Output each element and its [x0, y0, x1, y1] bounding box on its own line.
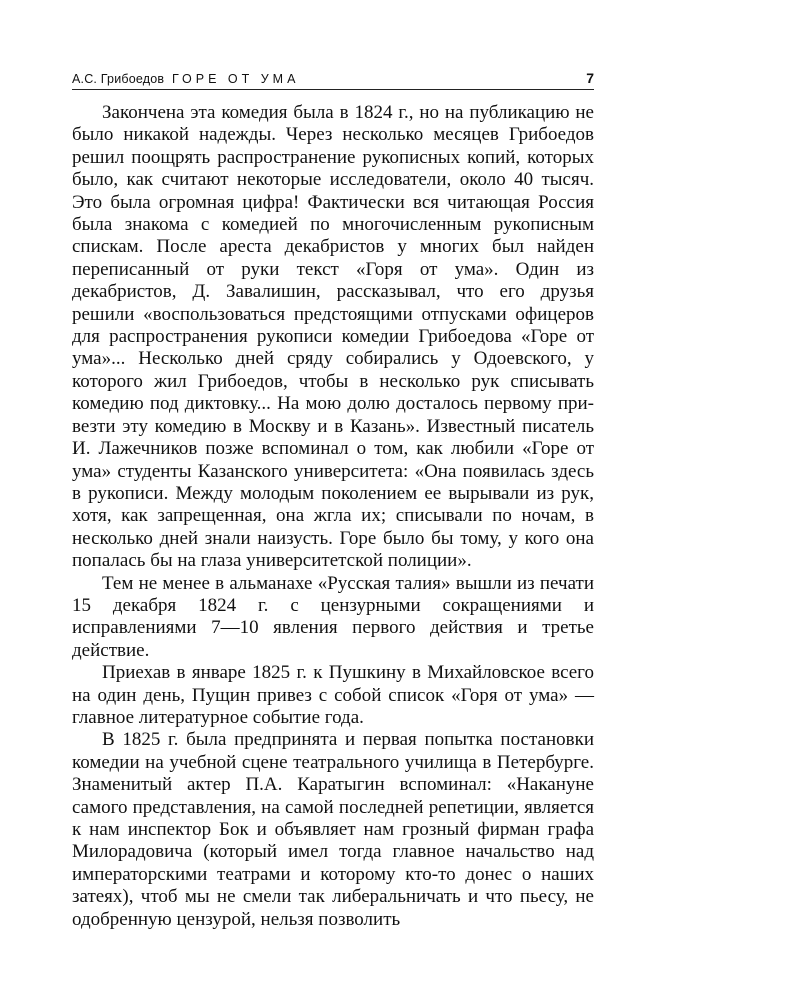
header-title	[72, 72, 299, 86]
header-author: А.С. Грибоедов	[72, 72, 165, 86]
paragraph: Тем не менее в альманахе «Русская талия» вышли из печати 15 декабря 1824 г. с цензурными сокращениями и исправлениями 7—10 явления первого действия и третье действие.	[72, 572, 594, 661]
book-page	[72, 66, 594, 931]
header-book-title: ГОРЕ ОТ УМА	[171, 72, 300, 86]
page-number: 7	[586, 70, 594, 86]
running-header	[72, 66, 594, 90]
paragraph: Приехав в январе 1825 г. к Пушкину в Михайловское всего на один день, Пущин привез с собой список «Горя от ума» — главное литературное событие года.	[72, 662, 594, 728]
body-text	[72, 102, 594, 931]
paragraph: В 1825 г. была предпринята и первая попытка постановки комедии на учебной сцене театрального училища в Петербурге. Знаменитый актер П.А. Каратыгин вспоминал: «Накануне самого представления, на самой последней репетиции, является к нам инспектор Бок и объявляет нам грозный фирман графа Милорадовича (который имел тогда главное начальство над императорскими театрами и которому кто-то донес о наших затеях), чтоб мы не смели так либеральничать и что пьесу, не одобренную цензурой, нельзя позволить	[72, 729, 594, 930]
paragraph: Закончена эта комедия была в 1824 г., но на публикацию не было никакой надежды. Через несколько месяцев Грибоедов решил поощрять распространение рукописных копий, которых было, как считают некоторые исследователи, около 40 тысяч. Это была огромная цифра! Фактически вся читающая Россия была знакома с комедией по многочисленным рукописным спискам. После ареста декабристов у многих был найден переписанный от руки текст «Горя от ума». Один из декабристов, Д. Завалишин, рассказывал, что его друзья решили «воспользоваться предстоящими отпусками офицеров для распространения рукописи комедии Грибоедова «Горе от ума»... Несколько дней сряду собирались у Одоевского, у которого жил Грибоедов, чтобы в несколько рук списывать комедию под диктовку... На мою долю досталось первому привезти эту комедию в Москву и в Казань». Известный писатель И. Лажечников позже вспоминал о том, как любили «Горе от ума» студенты Казанского университета: «Она появилась здесь в рукописи. Между молодым поколением ее вырывали из рук, хотя, как запрещенная, она жгла их; списывали по ночам, в несколько дней знали наизусть. Горе было бы тому, у кого она попалась бы на глаза университетской полиции».	[72, 102, 594, 572]
